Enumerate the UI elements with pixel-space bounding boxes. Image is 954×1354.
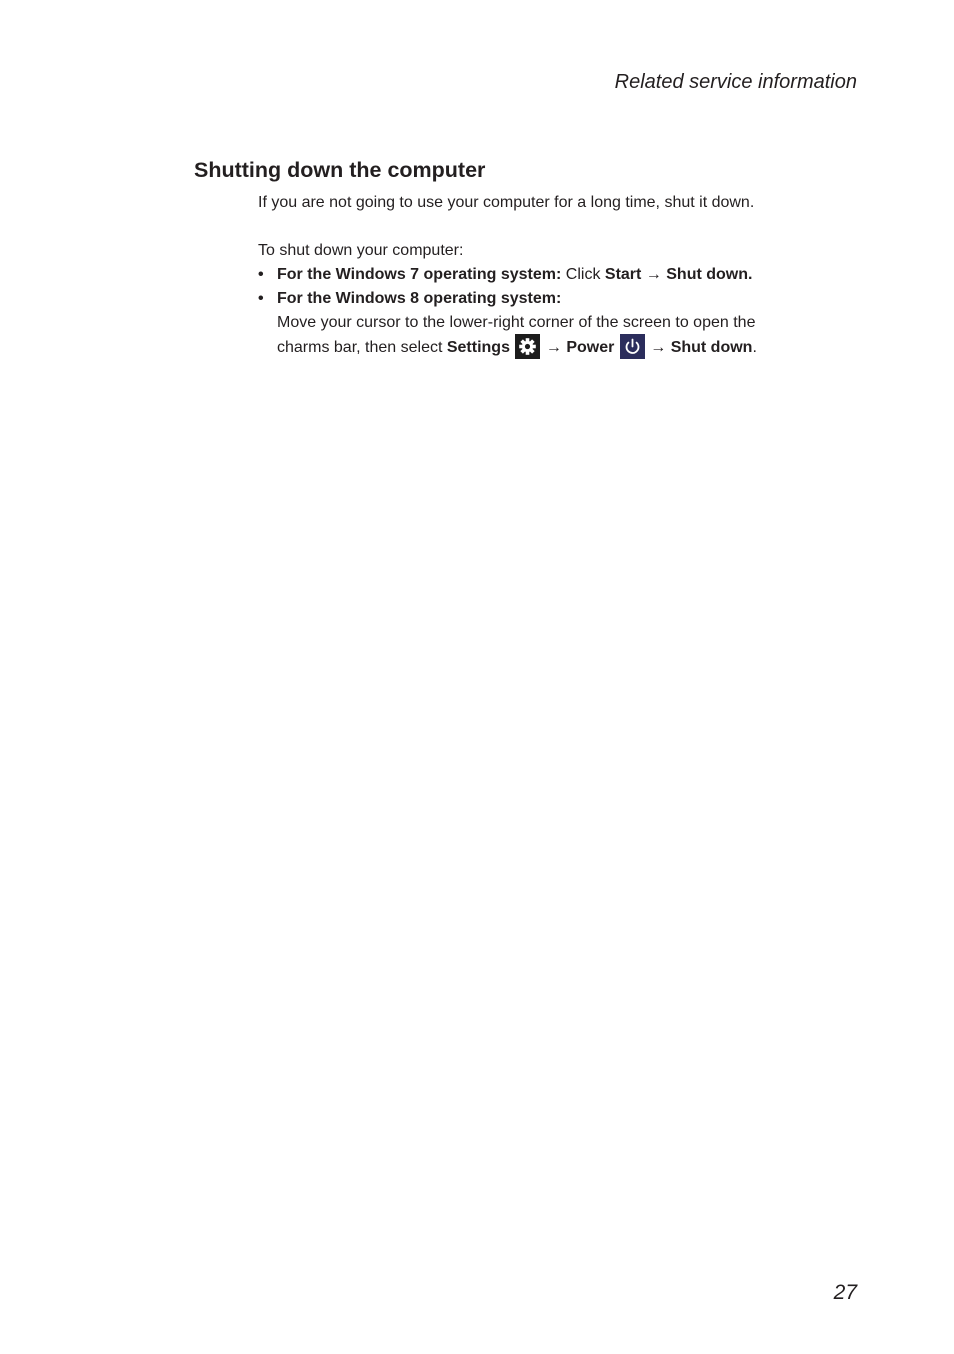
period-text: . — [752, 339, 757, 356]
arrow-text: → — [541, 339, 567, 356]
list-item-windows-8 — [258, 287, 757, 363]
windows-8-instruction-line-2 — [277, 333, 757, 363]
gear-icon — [515, 334, 540, 359]
intro-paragraph: If you are not going to use your computer for a long time, shut it down. — [258, 194, 755, 211]
arrow-text: → — [645, 339, 671, 356]
lead-paragraph: To shut down your computer: — [258, 242, 464, 259]
list-item-windows-7 — [258, 263, 757, 287]
windows-8-instruction-line: Move your cursor to the lower-right corner of the screen to open the — [277, 314, 756, 331]
windows-8-label: For the Windows 8 operating system: — [277, 290, 562, 307]
settings-label: Settings — [446, 339, 510, 356]
section-title: Shutting down the computer — [194, 158, 486, 182]
shut-down-label: Shut down. — [666, 266, 753, 283]
page-number: 27 — [833, 1281, 857, 1304]
power-label: Power — [566, 339, 615, 356]
click-text: Click — [561, 266, 605, 283]
power-icon — [620, 334, 645, 359]
instruction-list — [258, 263, 757, 363]
charms-text: charms bar, then select — [277, 339, 447, 356]
arrow-text: → — [641, 266, 667, 283]
running-header: Related service information — [614, 71, 857, 93]
start-label: Start — [604, 266, 642, 283]
bullet-icon: • — [258, 290, 264, 307]
shut-down-label: Shut down — [670, 339, 753, 356]
windows-7-label: For the Windows 7 operating system: — [277, 266, 562, 283]
bullet-icon: • — [258, 266, 264, 283]
